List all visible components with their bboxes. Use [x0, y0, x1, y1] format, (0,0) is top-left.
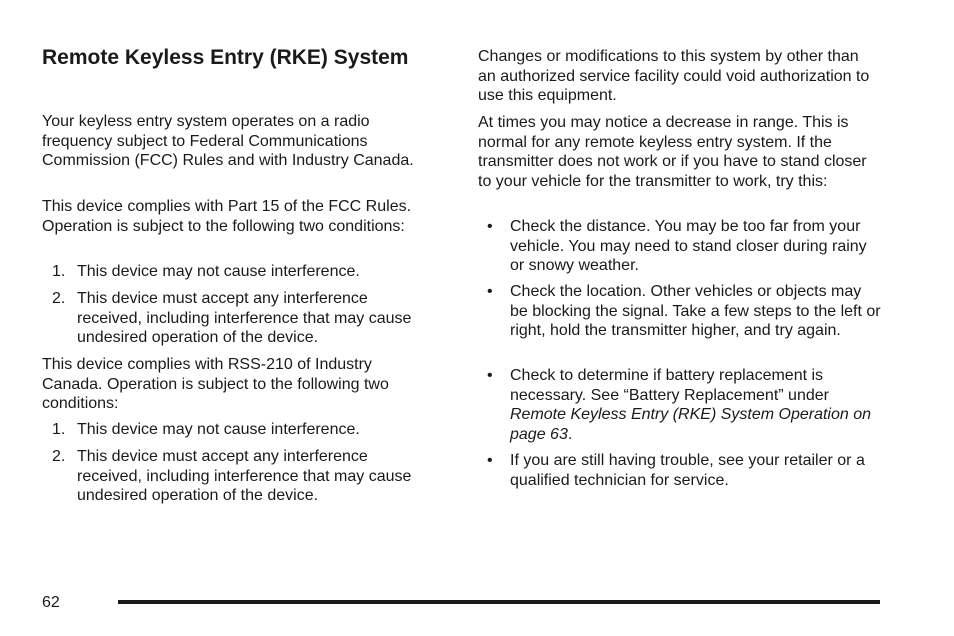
bullet-3-main: Check to determine if battery replacement is necessary. See “Battery Replacement” under [510, 367, 829, 404]
bullet-1-glyph: • [487, 218, 493, 235]
fcc-item-1-text: This device may not cause interference. [77, 263, 360, 280]
rss-item-1-text: This device may not cause interference. [77, 421, 360, 438]
footer-rule [118, 600, 880, 604]
rss-intro-paragraph: This device complies with RSS-210 of Industry Canada. Operation is subject to the following two conditions: [42, 356, 389, 412]
fcc-item-1-number: 1. [52, 263, 66, 280]
page-number: 62 [42, 594, 60, 611]
fcc-item-2-number: 2. [52, 290, 66, 307]
rss-item-2-text: This device must accept any interference received, including interference that may cause undesired operation of the device. [77, 448, 412, 504]
bullet-2-text: Check the location. Other vehicles or objects may be blocking the signal. Take a few steps to the left or right, hold the transmitter higher, and try again. [510, 283, 881, 339]
bullet-3-glyph: • [487, 367, 493, 384]
bullet-3-reference: Remote Keyless Entry (RKE) System Operation on page 63 [510, 406, 872, 443]
bullet-1-text: Check the distance. You may be too far from your vehicle. You may need to stand closer during rainy or snowy weather. [510, 218, 867, 274]
page-heading: Remote Keyless Entry (RKE) System [42, 46, 409, 69]
intro-paragraph: Your keyless entry system operates on a radio frequency subject to Federal Communications Commission (FCC) Rules and with Industry Canada. [42, 113, 414, 169]
bullet-4-text: If you are still having trouble, see your retailer or a qualified technician for service. [510, 452, 865, 489]
changes-paragraph: Changes or modifications to this system by other than an authorized service facility could void authorization to use this equipment. [478, 48, 870, 104]
fcc-intro-paragraph: This device complies with Part 15 of the FCC Rules. Operation is subject to the following two conditions: [42, 198, 412, 235]
rss-item-2-number: 2. [52, 448, 66, 465]
bullet-4-glyph: • [487, 452, 493, 469]
bullet-3-text [510, 366, 882, 444]
fcc-item-2-text: This device must accept any interference received, including interference that may cause undesired operation of the device. [77, 290, 412, 346]
bullet-2-glyph: • [487, 283, 493, 300]
rss-item-1-number: 1. [52, 421, 66, 438]
range-paragraph: At times you may notice a decrease in range. This is normal for any remote keyless entry system. If the transmitter does not work or if you have to stand closer to your vehicle for the transmitter to work, try this: [478, 114, 867, 190]
bullet-3-end: . [567, 425, 573, 443]
